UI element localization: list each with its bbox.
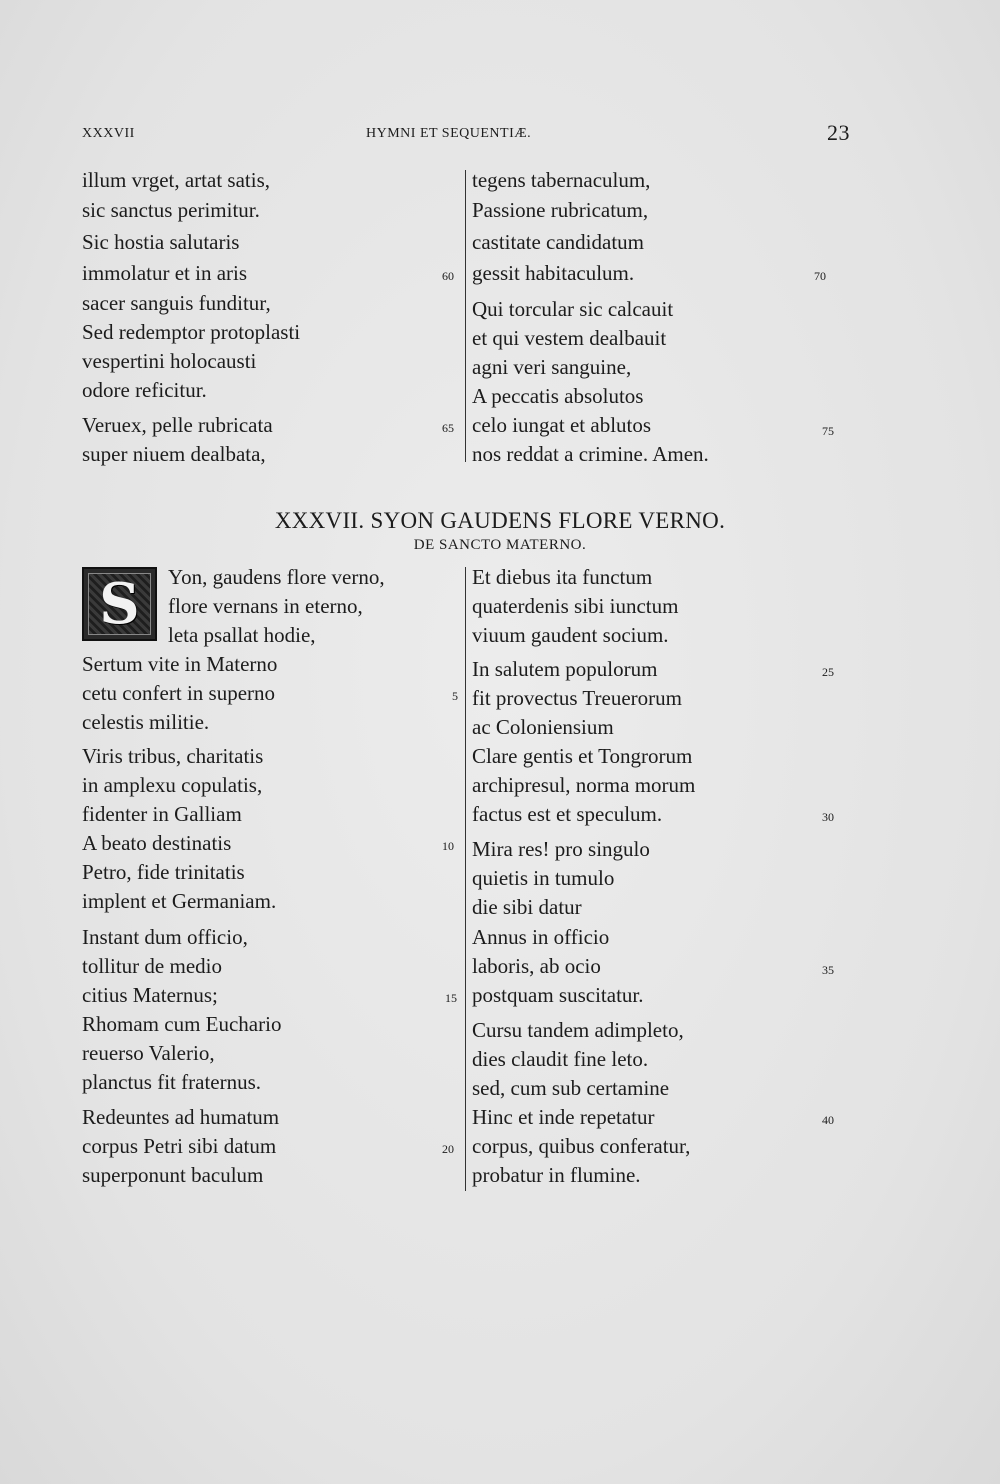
verse-line: Instant dum officio, xyxy=(82,925,248,949)
verse-line: probatur in flumine. xyxy=(472,1163,641,1187)
verse-line: Clare gentis et Tongrorum xyxy=(472,744,693,768)
column-divider xyxy=(465,567,466,1191)
verse-line: Cursu tandem adimpleto, xyxy=(472,1018,684,1042)
verse-line: A peccatis absolutos xyxy=(472,384,644,408)
verse-line: planctus fit fraternus. xyxy=(82,1070,262,1094)
verse-line: A beato destinatis xyxy=(82,831,232,855)
initial-letter: S xyxy=(99,571,140,637)
verse-line: castitate candidatum xyxy=(472,230,645,254)
verse-line: ac Coloniensium xyxy=(472,715,614,739)
verse-line: factus est et speculum. xyxy=(472,802,663,826)
verse-line: flore vernans in eterno, xyxy=(168,594,363,618)
line-number: 65 xyxy=(442,421,454,435)
verse-line: archipresul, norma morum xyxy=(472,773,696,797)
verse-line: leta psallat hodie, xyxy=(168,623,316,647)
verse-line: vespertini holocausti xyxy=(82,349,257,373)
line-number: 70 xyxy=(814,269,826,283)
verse-line: Qui torcular sic calcauit xyxy=(472,297,674,321)
line-number: 30 xyxy=(822,810,834,824)
chapter-number: XXXVII xyxy=(82,126,135,141)
verse-line: in amplexu copulatis, xyxy=(82,773,263,797)
verse-line: corpus Petri sibi datum xyxy=(82,1134,277,1158)
verse-line: citius Maternus; xyxy=(82,983,218,1007)
verse-line: Sic hostia salutaris xyxy=(82,230,240,254)
verse-line: celo iungat et ablutos xyxy=(472,413,652,437)
verse-line: In salutem populorum xyxy=(472,657,658,681)
decorated-initial xyxy=(82,567,157,641)
line-number: 35 xyxy=(822,963,834,977)
line-number: 40 xyxy=(822,1113,834,1127)
verse-line: et qui vestem dealbauit xyxy=(472,326,667,350)
verse-line: dies claudit fine leto. xyxy=(472,1047,649,1071)
verse-line: Viris tribus, charitatis xyxy=(82,744,264,768)
hymn-text xyxy=(82,565,852,1195)
verse-line: nos reddat a crimine. Amen. xyxy=(472,442,709,466)
verse-line: postquam suscitatur. xyxy=(472,983,644,1007)
column-divider xyxy=(465,170,466,462)
verse-line: laboris, ab ocio xyxy=(472,954,601,978)
verse-line: odore reficitur. xyxy=(82,378,207,402)
verse-line: tegens tabernaculum, xyxy=(472,168,651,192)
verse-line: celestis militie. xyxy=(82,710,210,734)
verse-line: tollitur de medio xyxy=(82,954,222,978)
line-number: 5 xyxy=(452,689,458,703)
verse-line: quaterdenis sibi iunctum xyxy=(472,594,679,618)
page-number: 23 xyxy=(827,120,850,145)
verse-line: sacer sanguis funditur, xyxy=(82,291,271,315)
verse-line: corpus, quibus conferatur, xyxy=(472,1134,691,1158)
verse-line: Hinc et inde repetatur xyxy=(472,1105,655,1129)
verse-line: Annus in officio xyxy=(472,925,610,949)
verse-line: reuerso Valerio, xyxy=(82,1041,215,1065)
verse-line: Et diebus ita functum xyxy=(472,565,653,589)
verse-line: fit provectus Treuerorum xyxy=(472,686,682,710)
verse-line: implent et Germaniam. xyxy=(82,889,277,913)
line-number: 15 xyxy=(445,991,457,1005)
previous-hymn-ending xyxy=(82,168,852,468)
verse-line: Sed redemptor protoplasti xyxy=(82,320,301,344)
verse-line: agni veri sanguine, xyxy=(472,355,632,379)
verse-line: cetu confert in superno xyxy=(82,681,276,705)
line-number: 20 xyxy=(442,1142,454,1156)
verse-line: Yon, gaudens flore verno, xyxy=(168,565,385,589)
line-number: 60 xyxy=(442,269,454,283)
verse-line: Mira res! pro singulo xyxy=(472,837,650,861)
verse-line: gessit habitaculum. xyxy=(472,261,635,285)
verse-line: sed, cum sub certamine xyxy=(472,1076,670,1100)
running-head xyxy=(82,120,850,150)
line-number: 75 xyxy=(822,424,834,438)
verse-line: immolatur et in aris xyxy=(82,261,248,285)
verse-line: Sertum vite in Materno xyxy=(82,652,278,676)
line-number: 25 xyxy=(822,665,834,679)
running-title: HYMNI ET SEQUENTIÆ. xyxy=(366,126,532,141)
verse-line: sic sanctus perimitur. xyxy=(82,198,260,222)
verse-line: Redeuntes ad humatum xyxy=(82,1105,280,1129)
verse-line: Veruex, pelle rubricata xyxy=(82,413,273,437)
verse-line: fidenter in Galliam xyxy=(82,802,242,826)
verse-line: illum vrget, artat satis, xyxy=(82,168,270,192)
verse-line: Rhomam cum Euchario xyxy=(82,1012,282,1036)
verse-line: die sibi datur xyxy=(472,895,582,919)
line-number: 10 xyxy=(442,839,454,853)
hymn-title: XXXVII. SYON GAUDENS FLORE VERNO. xyxy=(274,508,726,533)
verse-line: Passione rubricatum, xyxy=(472,198,649,222)
verse-line: Petro, fide trinitatis xyxy=(82,860,245,884)
verse-line: superponunt baculum xyxy=(82,1163,264,1187)
verse-line: viuum gaudent socium. xyxy=(472,623,669,647)
hymn-subtitle: DE SANCTO MATERNO. xyxy=(413,537,587,553)
verse-line: quietis in tumulo xyxy=(472,866,615,890)
verse-line: super niuem dealbata, xyxy=(82,442,266,466)
initial-ornament xyxy=(88,573,151,635)
